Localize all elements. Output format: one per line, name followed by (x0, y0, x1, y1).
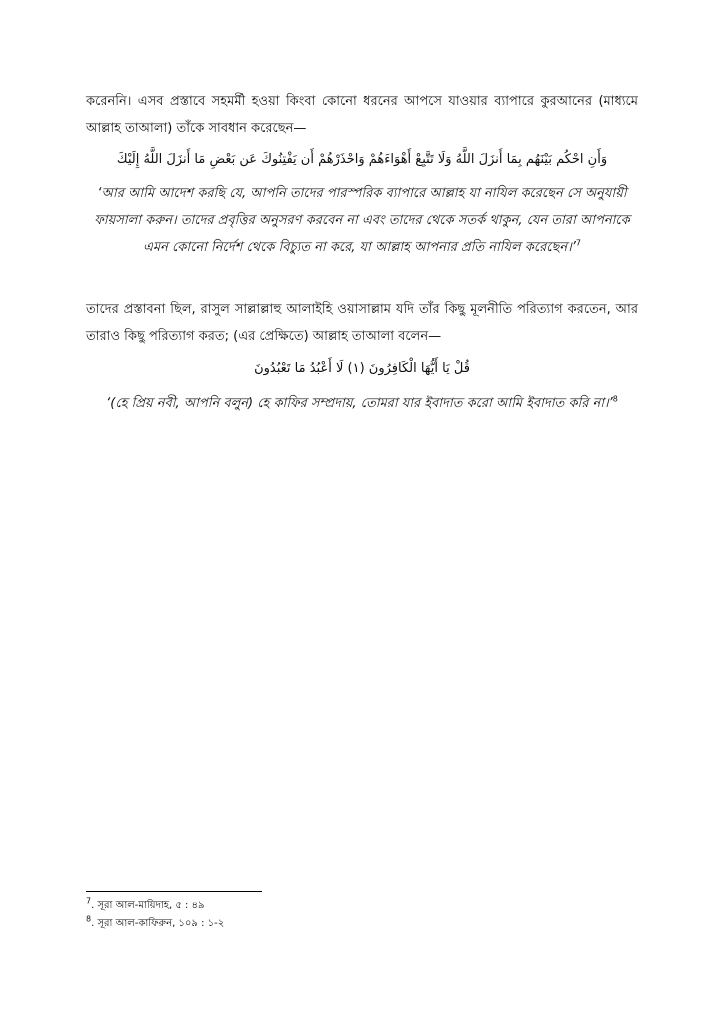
footnote-text: . সূরা আল-মায়িদাহ, ৫ : ৪৯ (91, 900, 205, 911)
footnote-text: . সূরা আল-কাফিরুন, ১০৯ : ১-২ (91, 918, 225, 929)
verse-translation-1 (86, 180, 638, 261)
footnote-marker: 8 (86, 914, 92, 924)
footnote-marker: 7 (86, 896, 92, 906)
footnote-divider (86, 891, 262, 892)
body-paragraph-2: তাদের প্রস্তাবনা ছিল, রাসুল সাল্লাল্লাহু আলাইহি ওয়াসাল্লাম যদি তাঁর কিছু মূলনীতি পরিত্যাগ করতেন, আর তারাও কিছু পরিত্যাগ করত; (এর প্রেক্ষিতে) আল্লাহ তাআলা বলেন— (86, 302, 638, 344)
body-paragraph-1: করেননি। এসব প্রস্তাবে সহমর্মী হওয়া কিংবা কোনো ধরনের আপসে যাওয়ার ব্যাপারে কুরআনের (মাধ্যমে আল্লাহ তাআলা) তাঁকে সাবধান করেছেন— (86, 94, 638, 136)
arabic-verse-2: قُلْ يَا أَيُّهَا الْكَافِرُونَ (١) لَا أَعْبُدُ مَا تَعْبُدُونَ (254, 361, 470, 376)
arabic-verse-1: وَأَنِ احْكُم بَيْنَهُم بِمَا أَنزَلَ اللَّهُ وَلَا تَتَّبِعْ أَهْوَاءَهُمْ وَاحْذَرْهُمْ أَن يَفْتِنُوكَ عَن بَعْضِ مَا أَنزَلَ اللَّهُ إِلَيْكَ (116, 152, 608, 167)
footnote-7 (86, 896, 205, 913)
footnote-ref-7[interactable]: 7 (575, 238, 581, 248)
footnote-ref-8[interactable]: 8 (612, 394, 618, 404)
footnote-8 (86, 914, 225, 931)
verse-translation-2 (86, 390, 638, 417)
translation-text-2: ‘(হে প্রিয় নবী, আপনি বলুন) হে কাফির সম্প্রদায়, তোমরা যার ইবাদাত করো আমি ইবাদাত করি না।’ (106, 396, 613, 411)
translation-text-1: ‘আর আমি আদেশ করছি যে, আপনি তাদের পারস্পরিক ব্যাপারে আল্লাহ যা নাযিল করেছেন সে অনুযায়ী ফায়সালা করুন। তাদের প্রবৃত্তির অনুসরণ করবেন না এবং তাদের থেকে সতর্ক থাকুন, যেন তারা আপনাকে এমন কোনো নির্দেশ থেকে বিচ্যুত না করে, যা আল্লাহ আপনার প্রতি নাযিল করেছেন।’ (94, 186, 630, 255)
